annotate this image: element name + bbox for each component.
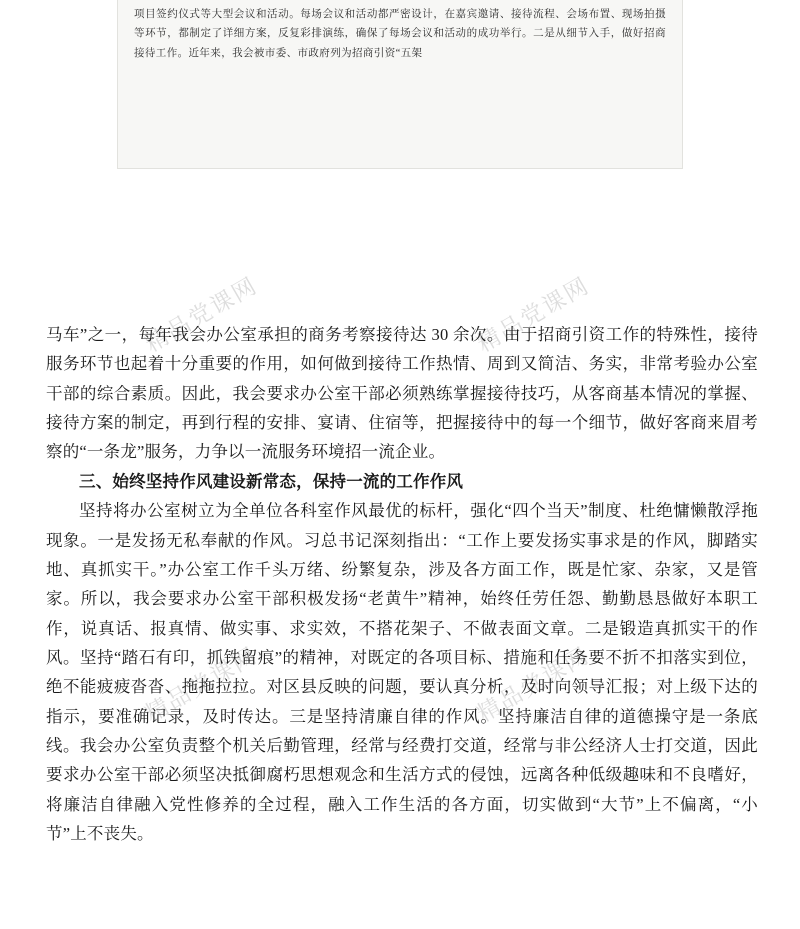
preview-paragraph: 项目签约仪式等大型会议和活动。每场会议和活动都严密设计，在嘉宾邀请、接待流程、会场布置、现场拍摄等环节，都制定了详细方案，反复彩排演练，确保了每场会议和活动的成功举行。二是从细节入手，做好招商接待工作。近年来，我会被市委、市政府列为招商引资“五架 bbox=[134, 9, 666, 59]
watermark: 精品党课网 bbox=[140, 641, 262, 727]
watermark: 精品党课网 bbox=[472, 271, 594, 357]
document-paragraph: 马车”之一，每年我会办公室承担的商务考察接待达 30 余次。由于招商引资工作的特殊性，接待服务环节也起着十分重要的作用，如何做到接待工作热情、周到又简洁、务实，非常考验办公室干部的综合素质。因此，我会要求办公室干部必须熟练掌握接待技巧，从客商基本情况的掌握、接待方案的制定，再到行程的安排、宴请、住宿等，把握接待中的每一个细节，做好客商来眉考察的“一条龙”服务，力争以一流服务环境招一流企业。 bbox=[46, 325, 758, 462]
watermark: 精品党课网 bbox=[140, 271, 262, 357]
watermark: 精品党课网 bbox=[472, 641, 594, 727]
document-preview-card bbox=[117, 0, 683, 169]
document-paragraph: 坚持将办公室树立为全单位各科室作风最优的标杆，强化“四个当天”制度、杜绝慵懒散浮拖现象。一是发扬无私奉献的作风。习总书记深刻指出：“工作上要发扬实事求是的作风，脚踏实地、真抓实干。”办公室工作千头万绪、纷繁复杂，涉及各方面工作，既是忙家、杂家，又是管家。所以，我会要求办公室干部积极发扬“老黄牛”精神，始终任劳任怨、勤勤恳恳做好本职工作，说真话、报真情、做实事、求实效，不搭花架子、不做表面文章。二是锻造真抓实干的作风。坚持“踏石有印，抓铁留痕”的精神，对既定的各项目标、措施和任务要不折不扣落实到位，绝不能疲疲沓沓、拖拖拉拉。对区县反映的问题，要认真分析，及时向领导汇报；对上级下达的指示，要准确记录，及时传达。三是坚持清廉自律的作风。坚持廉洁自律的道德操守是一条底线。我会办公室负责整个机关后勤管理，经常与经费打交道，经常与非公经济人士打交道，因此要求办公室干部必须坚决抵御腐朽思想观念和生活方式的侵蚀，远离各种低级趣味和不良嗜好，将廉洁自律融入党性修养的全过程，融入工作生活的各方面，切实做到“大节”上不偏离，“小节”上不丧失。 bbox=[46, 501, 758, 844]
document-body bbox=[46, 320, 758, 848]
document-section-heading: 三、始终坚持作风建设新常态，保持一流的工作作风 bbox=[79, 471, 464, 491]
